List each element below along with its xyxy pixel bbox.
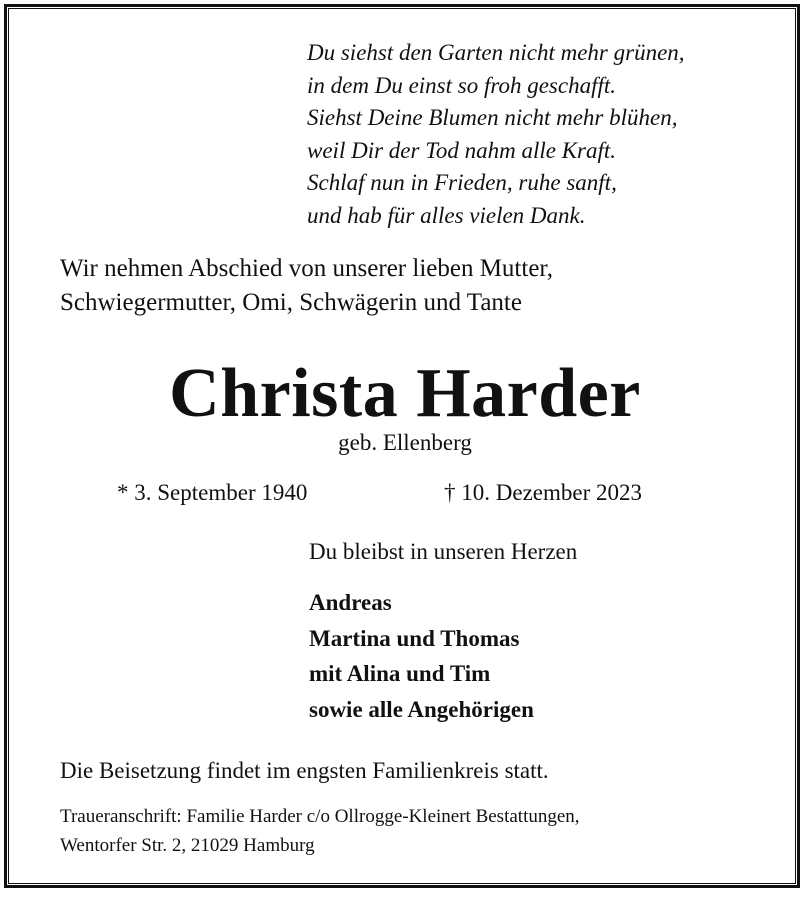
- poem-line: Schlaf nun in Frieden, ruhe sanft,: [307, 170, 617, 195]
- address-line: Wentorfer Str. 2, 21029 Hamburg: [60, 835, 315, 856]
- poem-line: und hab für alles vielen Dank.: [307, 202, 586, 228]
- funeral-note: Die Beisetzung findet im engsten Familienkreis statt.: [60, 758, 549, 783]
- poem-line: Du siehst den Garten nicht mehr grünen,: [307, 40, 685, 65]
- mourners-list: [309, 585, 534, 727]
- mourner: Martina und Thomas: [309, 625, 520, 651]
- poem: [307, 37, 685, 232]
- mourning-address: [60, 802, 580, 860]
- poem-line: Siehst Deine Blumen nicht mehr blühen,: [307, 105, 678, 130]
- intro-line: Schwiegermutter, Omi, Schwägerin und Tante: [60, 289, 522, 316]
- poem-line: weil Dir der Tod nahm alle Kraft.: [307, 137, 617, 163]
- death-date: † 10. Dezember 2023: [444, 480, 642, 505]
- deceased-name: Christa Harder: [169, 355, 641, 432]
- address-line: Traueranschrift: Familie Harder c/o Ollrogge-Kleinert Bestattungen,: [60, 806, 580, 827]
- intro-line: Wir nehmen Abschied von unserer lieben Mutter,: [60, 255, 553, 282]
- motto: Du bleibst in unseren Herzen: [309, 539, 578, 564]
- poem-line: in dem Du einst so froh geschafft.: [307, 72, 616, 98]
- maiden-name: geb. Ellenberg: [338, 430, 472, 455]
- farewell-intro: [60, 252, 553, 320]
- mourner: Andreas: [309, 590, 392, 615]
- mourner: sowie alle Angehörigen: [309, 696, 534, 722]
- birth-date: * 3. September 1940: [117, 480, 308, 505]
- mourner: mit Alina und Tim: [309, 661, 491, 686]
